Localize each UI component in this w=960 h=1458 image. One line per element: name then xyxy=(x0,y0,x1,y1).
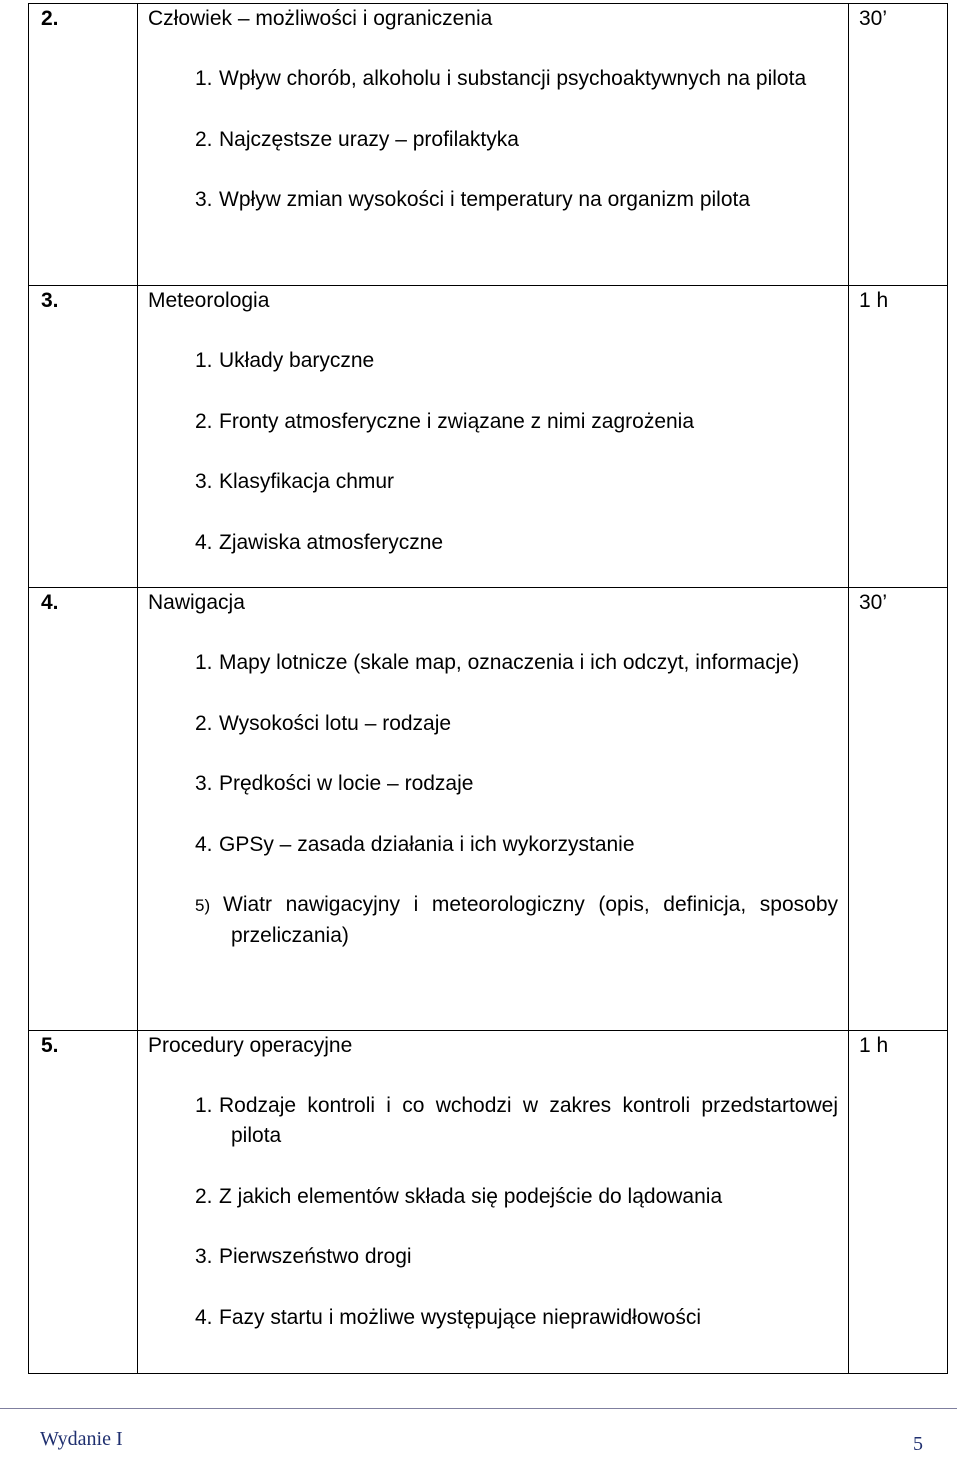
list-item xyxy=(138,1182,838,1212)
table-row xyxy=(29,286,948,588)
list-item xyxy=(138,769,838,799)
item-number: 3. xyxy=(195,188,213,212)
item-text: Wysokości lotu – rodzaje xyxy=(219,711,452,735)
item-number: 4. xyxy=(195,530,213,554)
list-item xyxy=(138,1303,838,1333)
section-number-cell xyxy=(29,588,138,1031)
list-item xyxy=(138,64,838,94)
item-text: Układy baryczne xyxy=(219,349,375,373)
item-text: Najczęstsze urazy – profilaktyka xyxy=(219,127,519,151)
item-text: Pierwszeństwo drogi xyxy=(219,1245,412,1269)
section-time: 1 h xyxy=(859,289,889,312)
item-number: 4. xyxy=(195,832,213,856)
list-item xyxy=(138,1242,838,1272)
item-number: 5) xyxy=(195,895,211,915)
item-number: 1. xyxy=(195,1094,213,1118)
section-time-cell xyxy=(849,4,948,286)
item-number: 4. xyxy=(195,1305,213,1329)
list-item xyxy=(138,1091,838,1151)
topic-list xyxy=(138,648,848,951)
item-number: 1. xyxy=(195,651,213,675)
footer-edition: Wydanie I xyxy=(40,1428,123,1450)
section-number: 4. xyxy=(41,591,59,614)
section-time: 30’ xyxy=(859,7,888,30)
table-row xyxy=(29,1031,948,1374)
section-content-cell xyxy=(138,286,849,588)
section-content-cell xyxy=(138,588,849,1031)
section-title: Meteorologia xyxy=(148,289,270,312)
item-text: Wpływ zmian wysokości i temperatury na organizm pilota xyxy=(219,188,751,212)
item-text: Z jakich elementów składa się podejście do lądowania xyxy=(219,1184,723,1208)
section-number-cell xyxy=(29,4,138,286)
item-text: Wpływ chorób, alkoholu i substancji psychoaktywnych na pilota xyxy=(219,67,807,91)
list-item xyxy=(138,467,838,497)
list-item xyxy=(138,185,838,215)
item-text: Fronty atmosferyczne i związane z nimi zagrożenia xyxy=(219,409,695,433)
section-title: Nawigacja xyxy=(148,591,245,614)
topic-list xyxy=(138,64,848,215)
item-text: GPSy – zasada działania i ich wykorzystanie xyxy=(219,832,635,856)
item-text: Fazy startu i możliwe występujące nieprawidłowości xyxy=(219,1305,702,1329)
section-time-cell xyxy=(849,588,948,1031)
topic-list xyxy=(138,346,848,557)
page-number: 5 xyxy=(913,1433,923,1455)
section-content-cell xyxy=(138,1031,849,1374)
list-item xyxy=(138,528,838,558)
list-item xyxy=(138,346,838,376)
section-number: 5. xyxy=(41,1034,59,1057)
footer-divider xyxy=(0,1408,957,1409)
item-text: Zjawiska atmosferyczne xyxy=(219,530,444,554)
section-content-cell xyxy=(138,4,849,286)
item-number: 3. xyxy=(195,1245,213,1269)
section-number: 2. xyxy=(41,7,59,30)
section-time: 1 h xyxy=(859,1034,889,1057)
section-time-cell xyxy=(849,1031,948,1374)
item-text: Klasyfikacja chmur xyxy=(219,470,395,494)
item-text: Prędkości w locie – rodzaje xyxy=(219,772,474,796)
item-text: Wiatr nawigacyjny i meteorologiczny (opis, definicja, sposoby przeliczania) xyxy=(223,892,838,947)
item-number: 1. xyxy=(195,67,213,91)
list-item xyxy=(138,125,838,155)
table-row xyxy=(29,4,948,286)
section-title: Procedury operacyjne xyxy=(148,1034,353,1057)
item-number: 3. xyxy=(195,470,213,494)
item-text: Rodzaje kontroli i co wchodzi w zakres kontroli przedstartowej pilota xyxy=(219,1094,838,1148)
item-number: 1. xyxy=(195,349,213,373)
item-number: 3. xyxy=(195,772,213,796)
syllabus-table xyxy=(28,3,948,1374)
item-number: 2. xyxy=(195,711,213,735)
section-number-cell xyxy=(29,1031,138,1374)
topic-list xyxy=(138,1091,848,1332)
section-title: Człowiek – możliwości i ograniczenia xyxy=(148,7,493,30)
table-row xyxy=(29,588,948,1031)
item-number: 2. xyxy=(195,127,213,151)
section-number-cell xyxy=(29,286,138,588)
list-item xyxy=(138,890,838,951)
list-item xyxy=(138,830,838,860)
item-number: 2. xyxy=(195,1184,213,1208)
list-item xyxy=(138,709,838,739)
list-item xyxy=(138,648,838,678)
item-text: Mapy lotnicze (skale map, oznaczenia i ich odczyt, informacje) xyxy=(219,651,800,675)
list-item xyxy=(138,407,838,437)
section-time-cell xyxy=(849,286,948,588)
section-number: 3. xyxy=(41,289,59,312)
section-time: 30’ xyxy=(859,591,888,614)
item-number: 2. xyxy=(195,409,213,433)
